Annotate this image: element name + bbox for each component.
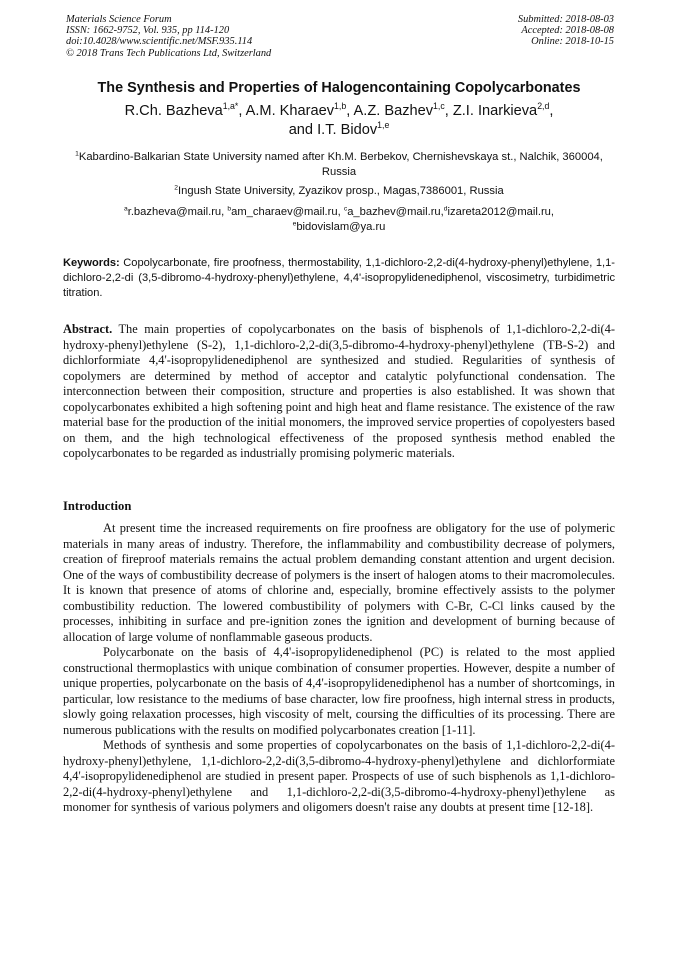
journal-info: [66, 14, 271, 59]
journal-name: Materials Science Forum: [66, 14, 172, 25]
email-mark: b: [227, 205, 232, 213]
email-address[interactable]: bidovislam@ya.ru: [296, 221, 386, 233]
author-name: Z.I. Inarkieva: [452, 103, 538, 119]
issn-line: ISSN: 1662-9752, Vol. 935, pp 114-120: [66, 25, 230, 37]
abstract-text: The main properties of copolycarbonates on the basis of bisphenols of 1,1-dichloro-2,2-di(4-hydroxy-phenyl)ethylene (S-2), 1,1-dichloro-2,2-di(3,5-dibromo-4-hydroxy-phenyl)ethylene (TB-S-2) and dichlorformiate 4,4'-isopropylidenediphenol are synthesized and studied. Regularities of synthesis of copolymers are determined by method of acceptor and catalytic polyfunctional condensation. The interconnection between their composition, structure and properties is also established. It was shown that copolycarbonates exhibited a high softening point and high heat and flame resistance. The existence of the raw material base for the production of the initial monomers, the improved service properties of copolyesters based on them, and the high technological effectiveness of the proposed synthesis method enabled the copolycarbonates to be regarded as industrially promising polymeric materials.: [63, 322, 616, 460]
copyright-line: © 2018 Trans Tech Publications Ltd, Switzerland: [66, 47, 272, 59]
submitted-date: Submitted: 2018-08-03: [517, 14, 614, 25]
paper-title: The Synthesis and Properties of Halogencontaining Copolycarbonates: [97, 80, 581, 96]
author-affiliation-mark: 2,d: [537, 101, 550, 112]
affiliation-1: [60, 150, 618, 180]
email-address[interactable]: r.bazheva@mail.ru,: [127, 206, 225, 218]
author-list: R.Ch. Bazheva$^{1,a*}$, A.M. Kharaev$^{1,b}$, A.Z. Bazhev$^{1,c}$, Z.I. Inarkieva$^{2,d}$, and I.T. Bidov$^{1,e}$: [124, 101, 554, 138]
author-affiliation-mark: 1,a*: [222, 101, 239, 112]
abstract-section: [63, 322, 615, 462]
author-name: I.T. Bidov: [317, 122, 378, 138]
affiliation-2: [60, 184, 618, 199]
keywords-text: Copolycarbonate, fire proofness, thermostability, 1,1-dichloro-2,2-di(4-hydroxy-phenyl)ethylene, 1,1-dichloro-2,2-di (3,5-dibromo-4-hydroxy-phenyl)ethylene, 4,4'-isopropylidenediphenol, viscosimetry, turbidimetric titration.: [63, 257, 615, 299]
author-conjunction: and: [288, 122, 314, 138]
doi-line: doi:10.4028/www.scientific.net/MSF.935.114: [66, 36, 253, 48]
keywords-label: Keywords:: [63, 257, 120, 269]
introduction-heading: Introduction: [63, 499, 132, 513]
paragraph: At present time the increased requirements on fire proofness are obligatory for the use of polymeric materials in many areas of industry. Therefore, the inflammability and combustibility decrease of polymers, creation of fireproof materials remains the actual problem demanding constant attention and urgent decision. One of the ways of combustibility decrease of polymers is the insert of halogen atoms to their macromolecules. It is known that presence of atoms of chlorine and, especially, bromine effectively assists to the polymer combustibility reduction. The lowered combustibility of polymers with C-Br, C-Cl links caused by the processes, inhibiting in surface and pre-ignition zones the ignition and development of burning because of allocation of large volume of nonflammable gaseous products.: [63, 521, 615, 644]
author-affiliation-mark: 1,e: [377, 120, 390, 131]
keywords-section: [63, 256, 615, 300]
email-mark: a: [123, 205, 128, 213]
author-name: R.Ch. Bazheva: [124, 103, 223, 119]
introduction-body: [63, 521, 615, 816]
abstract-label: Abstract.: [63, 322, 113, 336]
email-list: [60, 205, 618, 235]
author-name: A.Z. Bazhev: [353, 103, 434, 119]
email-address[interactable]: a_bazhev@mail.ru,: [347, 206, 444, 218]
dates-info: [518, 14, 614, 48]
email-mark: c: [343, 205, 348, 213]
online-date: Online: 2018-10-15: [531, 36, 614, 48]
email-address[interactable]: am_charaev@mail.ru,: [231, 206, 341, 218]
paragraph: Polycarbonate on the basis of 4,4'-isopropylidenediphenol (PC) is related to the most applied constructional thermoplastics with unique combination of consumer properties. However, despite a number of unique properties, polycarbonate on the basis of 4,4'-isopropylidenediphenol has a number of shortcomings, in particular, low resistance to the mediums of base character, low fire proofness, high internal stress in products, slowly going relaxation processes, high viscosity of melt, coursing the difficulties of its processing. There are numerous publications with the results on modified polycarbonates creation [1-11].: [63, 645, 615, 737]
author-affiliation-mark: 1,c: [433, 101, 445, 112]
affiliation-mark: 2: [174, 184, 179, 192]
affiliation-text: Ingush State University, Zyazikov prosp., Magas,7386001, Russia: [178, 185, 504, 197]
email-mark: d: [443, 205, 448, 213]
affiliation-mark: 1: [75, 150, 79, 158]
affiliation-text: Kabardino-Balkarian State University named after Kh.M. Berbekov, Chernishevskaya st., Nalchik, 360004, Russia: [78, 151, 603, 178]
paragraph: Methods of synthesis and some properties of copolycarbonates on the basis of 1,1-dichloro-2,2-di(4-hydroxy-phenyl)ethylene, 1,1-dichloro-2,2-di(3,5-dibromo-4-hydroxy-phenyl)ethylene and dichlorformiate 4,4'-isopropylidenediphenol are studied in present paper. Prospects of use of such bisphenols as 1,1-dichloro-2,2-di(4-hydroxy-phenyl)ethylene and 1,1-dichloro-2,2-di(3,5-dibromo-4-hydroxy-phenyl)ethylene as monomer for synthesis of various polymers and oligomers doesn't raise any doubts at present time [12-18].: [63, 738, 615, 814]
author-affiliation-mark: 1,b: [334, 101, 347, 112]
accepted-date: Accepted: 2018-08-08: [521, 25, 614, 37]
author-name: A.M. Kharaev: [245, 103, 335, 119]
email-mark: e: [292, 220, 297, 228]
email-address[interactable]: izareta2012@mail.ru,: [447, 206, 555, 218]
